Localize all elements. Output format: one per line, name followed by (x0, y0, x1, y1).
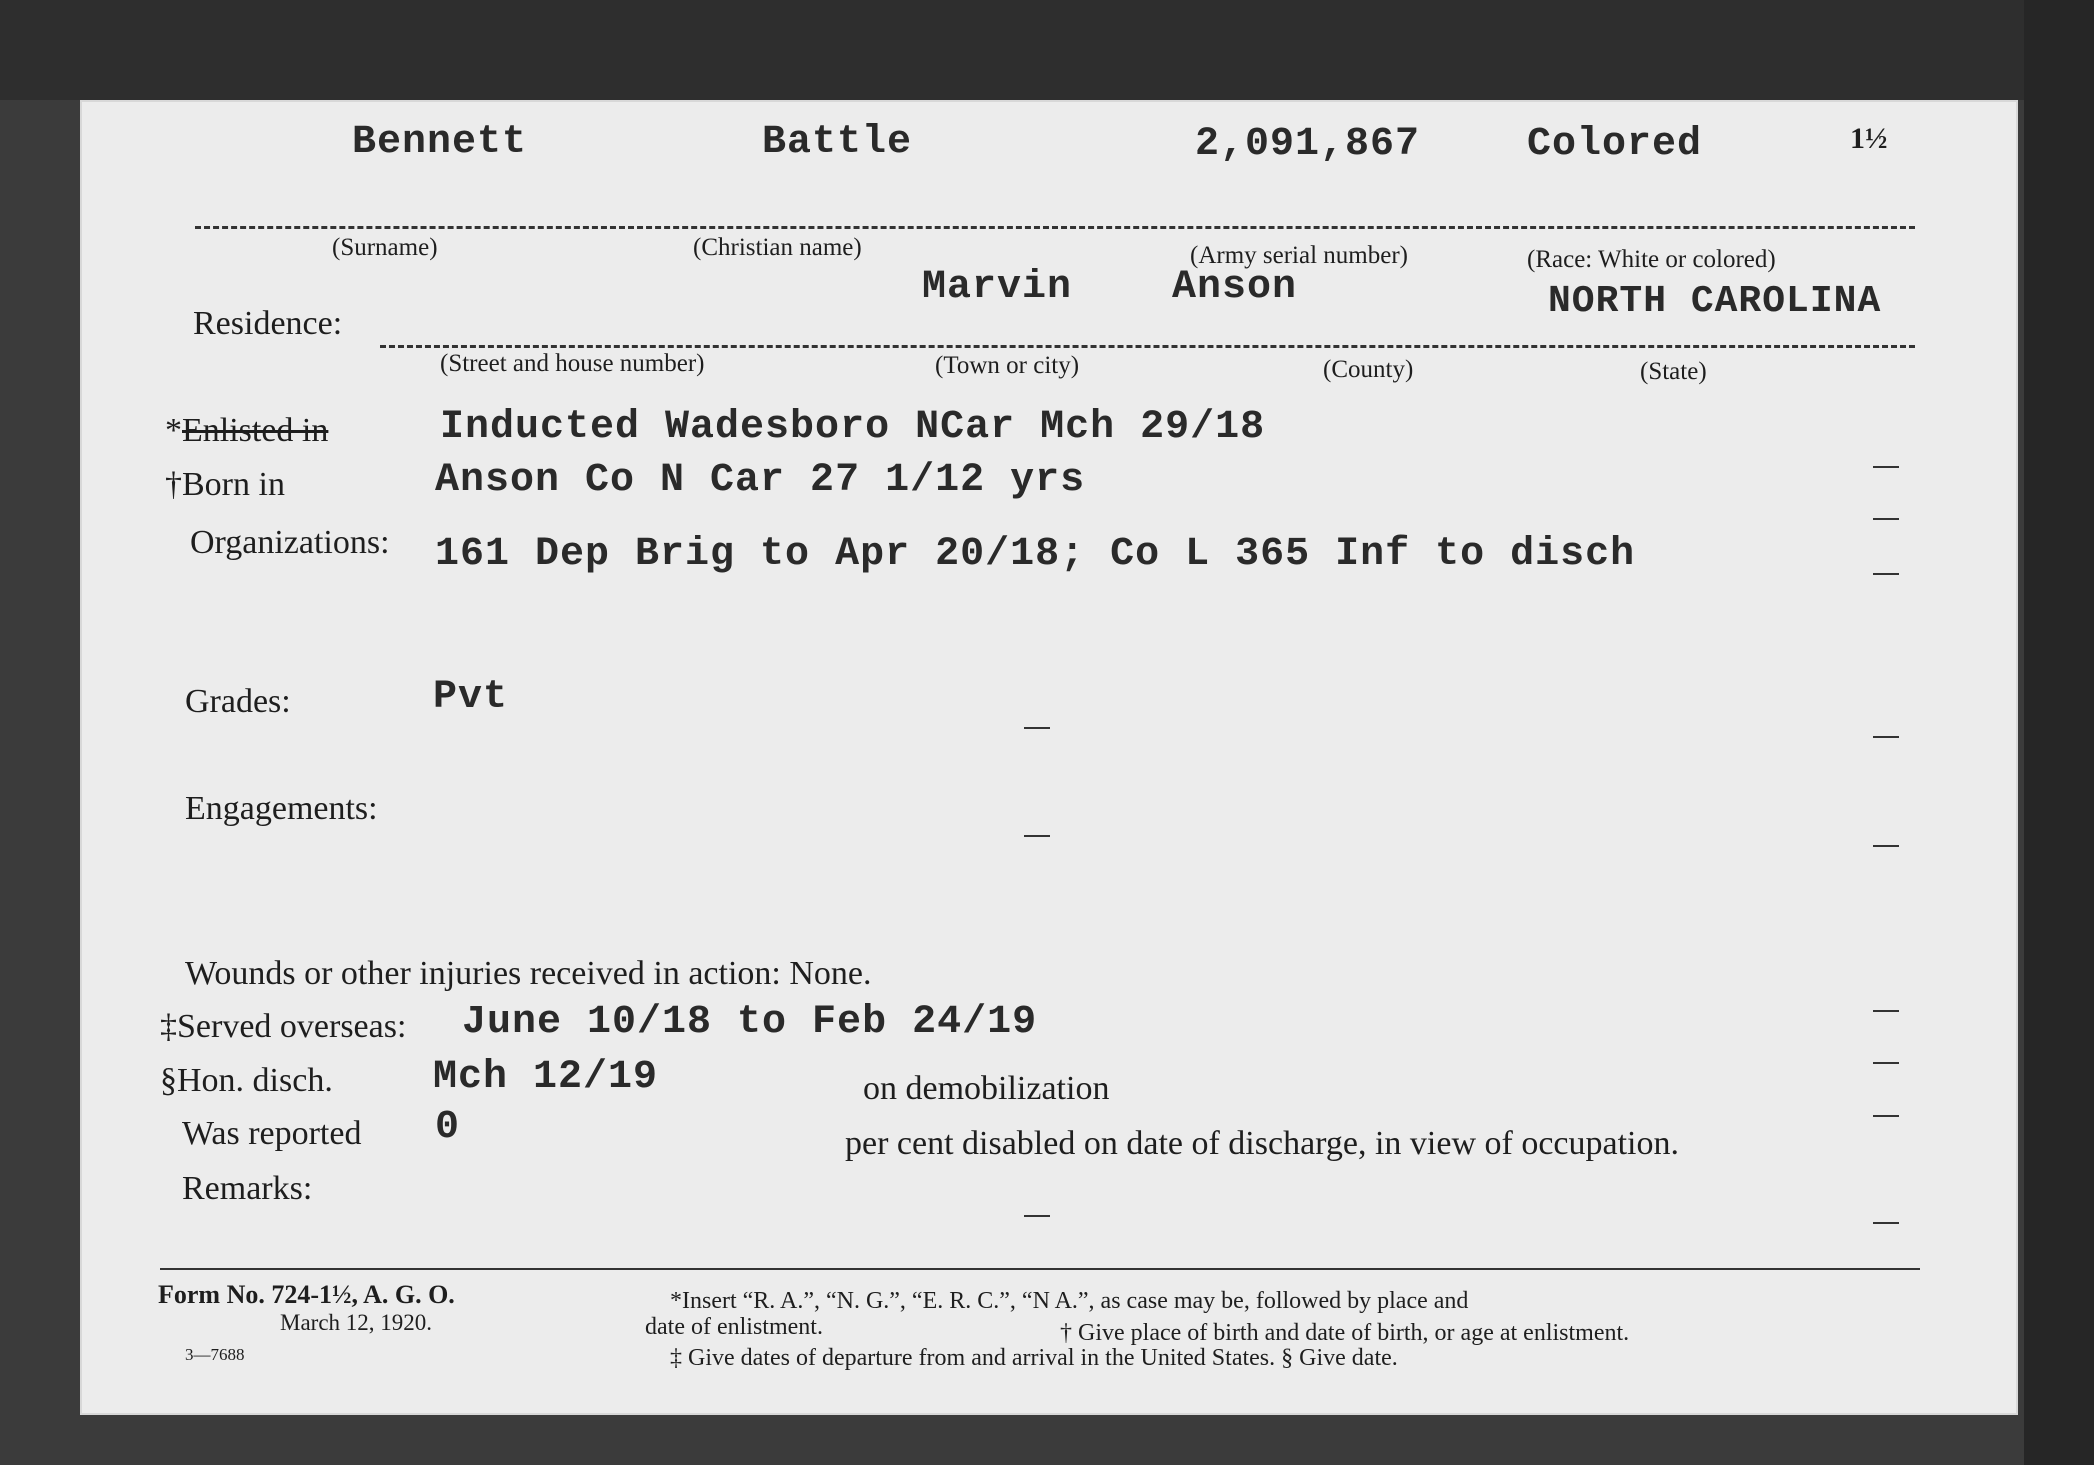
enlisted-label: Enlisted in (182, 412, 329, 449)
enlisted-mark: * (165, 412, 182, 449)
margin-dash (1873, 845, 1899, 847)
christian-name-value: Battle (762, 120, 913, 165)
scan-background-right (2024, 0, 2094, 1465)
born-mark: † (165, 466, 182, 503)
footnote-insert-cont: date of enlistment. (645, 1314, 823, 1340)
footnote-overseas: ‡ Give dates of departure from and arrival in the United States. § Give date. (670, 1345, 1398, 1371)
overseas-value: June 10/18 to Feb 24/19 (462, 1000, 1038, 1045)
reported-value: 0 (435, 1105, 461, 1150)
margin-dash (1873, 1062, 1899, 1064)
card-code: 1½ (1850, 122, 1888, 155)
caption-state: (State) (1640, 358, 1707, 385)
residence-county-value: Anson (1172, 265, 1298, 310)
margin-dash (1873, 1222, 1899, 1224)
organizations-label: Organizations: (190, 524, 390, 561)
record-card (80, 100, 2018, 1415)
organizations-value: 161 Dep Brig to Apr 20/18; Co L 365 Inf to disch (435, 532, 1636, 577)
remarks-label: Remarks: (182, 1170, 313, 1207)
caption-race: (Race: White or colored) (1527, 246, 1776, 273)
surname-value: Bennett (352, 120, 528, 165)
margin-dash (1024, 835, 1050, 837)
margin-dash (1873, 736, 1899, 738)
caption-serial: (Army serial number) (1190, 242, 1408, 269)
margin-dash (1873, 1115, 1899, 1117)
reported-suffix: per cent disabled on date of discharge, in view of occupation. (845, 1125, 1679, 1162)
caption-christian-name: (Christian name) (693, 234, 862, 261)
overseas-mark: ‡ (160, 1008, 177, 1045)
header-rule (195, 226, 1915, 229)
reported-label: Was reported (182, 1115, 362, 1152)
serial-number-value: 2,091,867 (1195, 122, 1421, 167)
disch-label: Hon. disch. (177, 1062, 333, 1099)
enlisted-value: Inducted Wadesboro NCar Mch 29/18 (440, 405, 1266, 450)
footer-rule (160, 1268, 1920, 1270)
print-code: 3—7688 (185, 1345, 245, 1364)
form-number: Form No. 724-1½, A. G. O. (158, 1280, 455, 1309)
disch-value: Mch 12/19 (433, 1055, 659, 1100)
disch-mark: § (160, 1062, 177, 1099)
caption-street: (Street and house number) (440, 350, 705, 377)
born-label: Born in (182, 466, 285, 503)
grades-label: Grades: (185, 683, 291, 720)
footnote-birth: † Give place of birth and date of birth, or age at enlistment. (1060, 1320, 1630, 1346)
caption-town: (Town or city) (935, 352, 1080, 379)
wounds-value: None. (789, 955, 872, 992)
residence-state-value: NORTH CAROLINA (1548, 280, 1882, 323)
margin-dash (1873, 518, 1899, 520)
caption-county: (County) (1323, 356, 1414, 383)
engagements-label: Engagements: (185, 790, 378, 827)
residence-label: Residence: (193, 305, 343, 342)
residence-rule (380, 345, 1915, 348)
born-value: Anson Co N Car 27 1/12 yrs (435, 458, 1086, 503)
margin-dash (1024, 727, 1050, 729)
wounds-label: Wounds or other injuries received in action: (185, 955, 781, 992)
race-value: Colored (1527, 122, 1703, 167)
residence-town-value: Marvin (922, 265, 1073, 310)
margin-dash (1873, 1010, 1899, 1012)
overseas-label: Served overseas: (177, 1008, 407, 1045)
scan-background-top (0, 0, 2094, 100)
footnote-insert: *Insert “R. A.”, “N. G.”, “E. R. C.”, “N A.”, as case may be, followed by place and (670, 1288, 1469, 1314)
margin-dash (1873, 573, 1899, 575)
caption-surname: (Surname) (332, 234, 438, 261)
disch-suffix: on demobilization (863, 1070, 1110, 1107)
margin-dash (1873, 466, 1899, 468)
grades-value: Pvt (433, 675, 509, 720)
form-date: March 12, 1920. (280, 1310, 433, 1335)
margin-dash (1024, 1215, 1050, 1217)
